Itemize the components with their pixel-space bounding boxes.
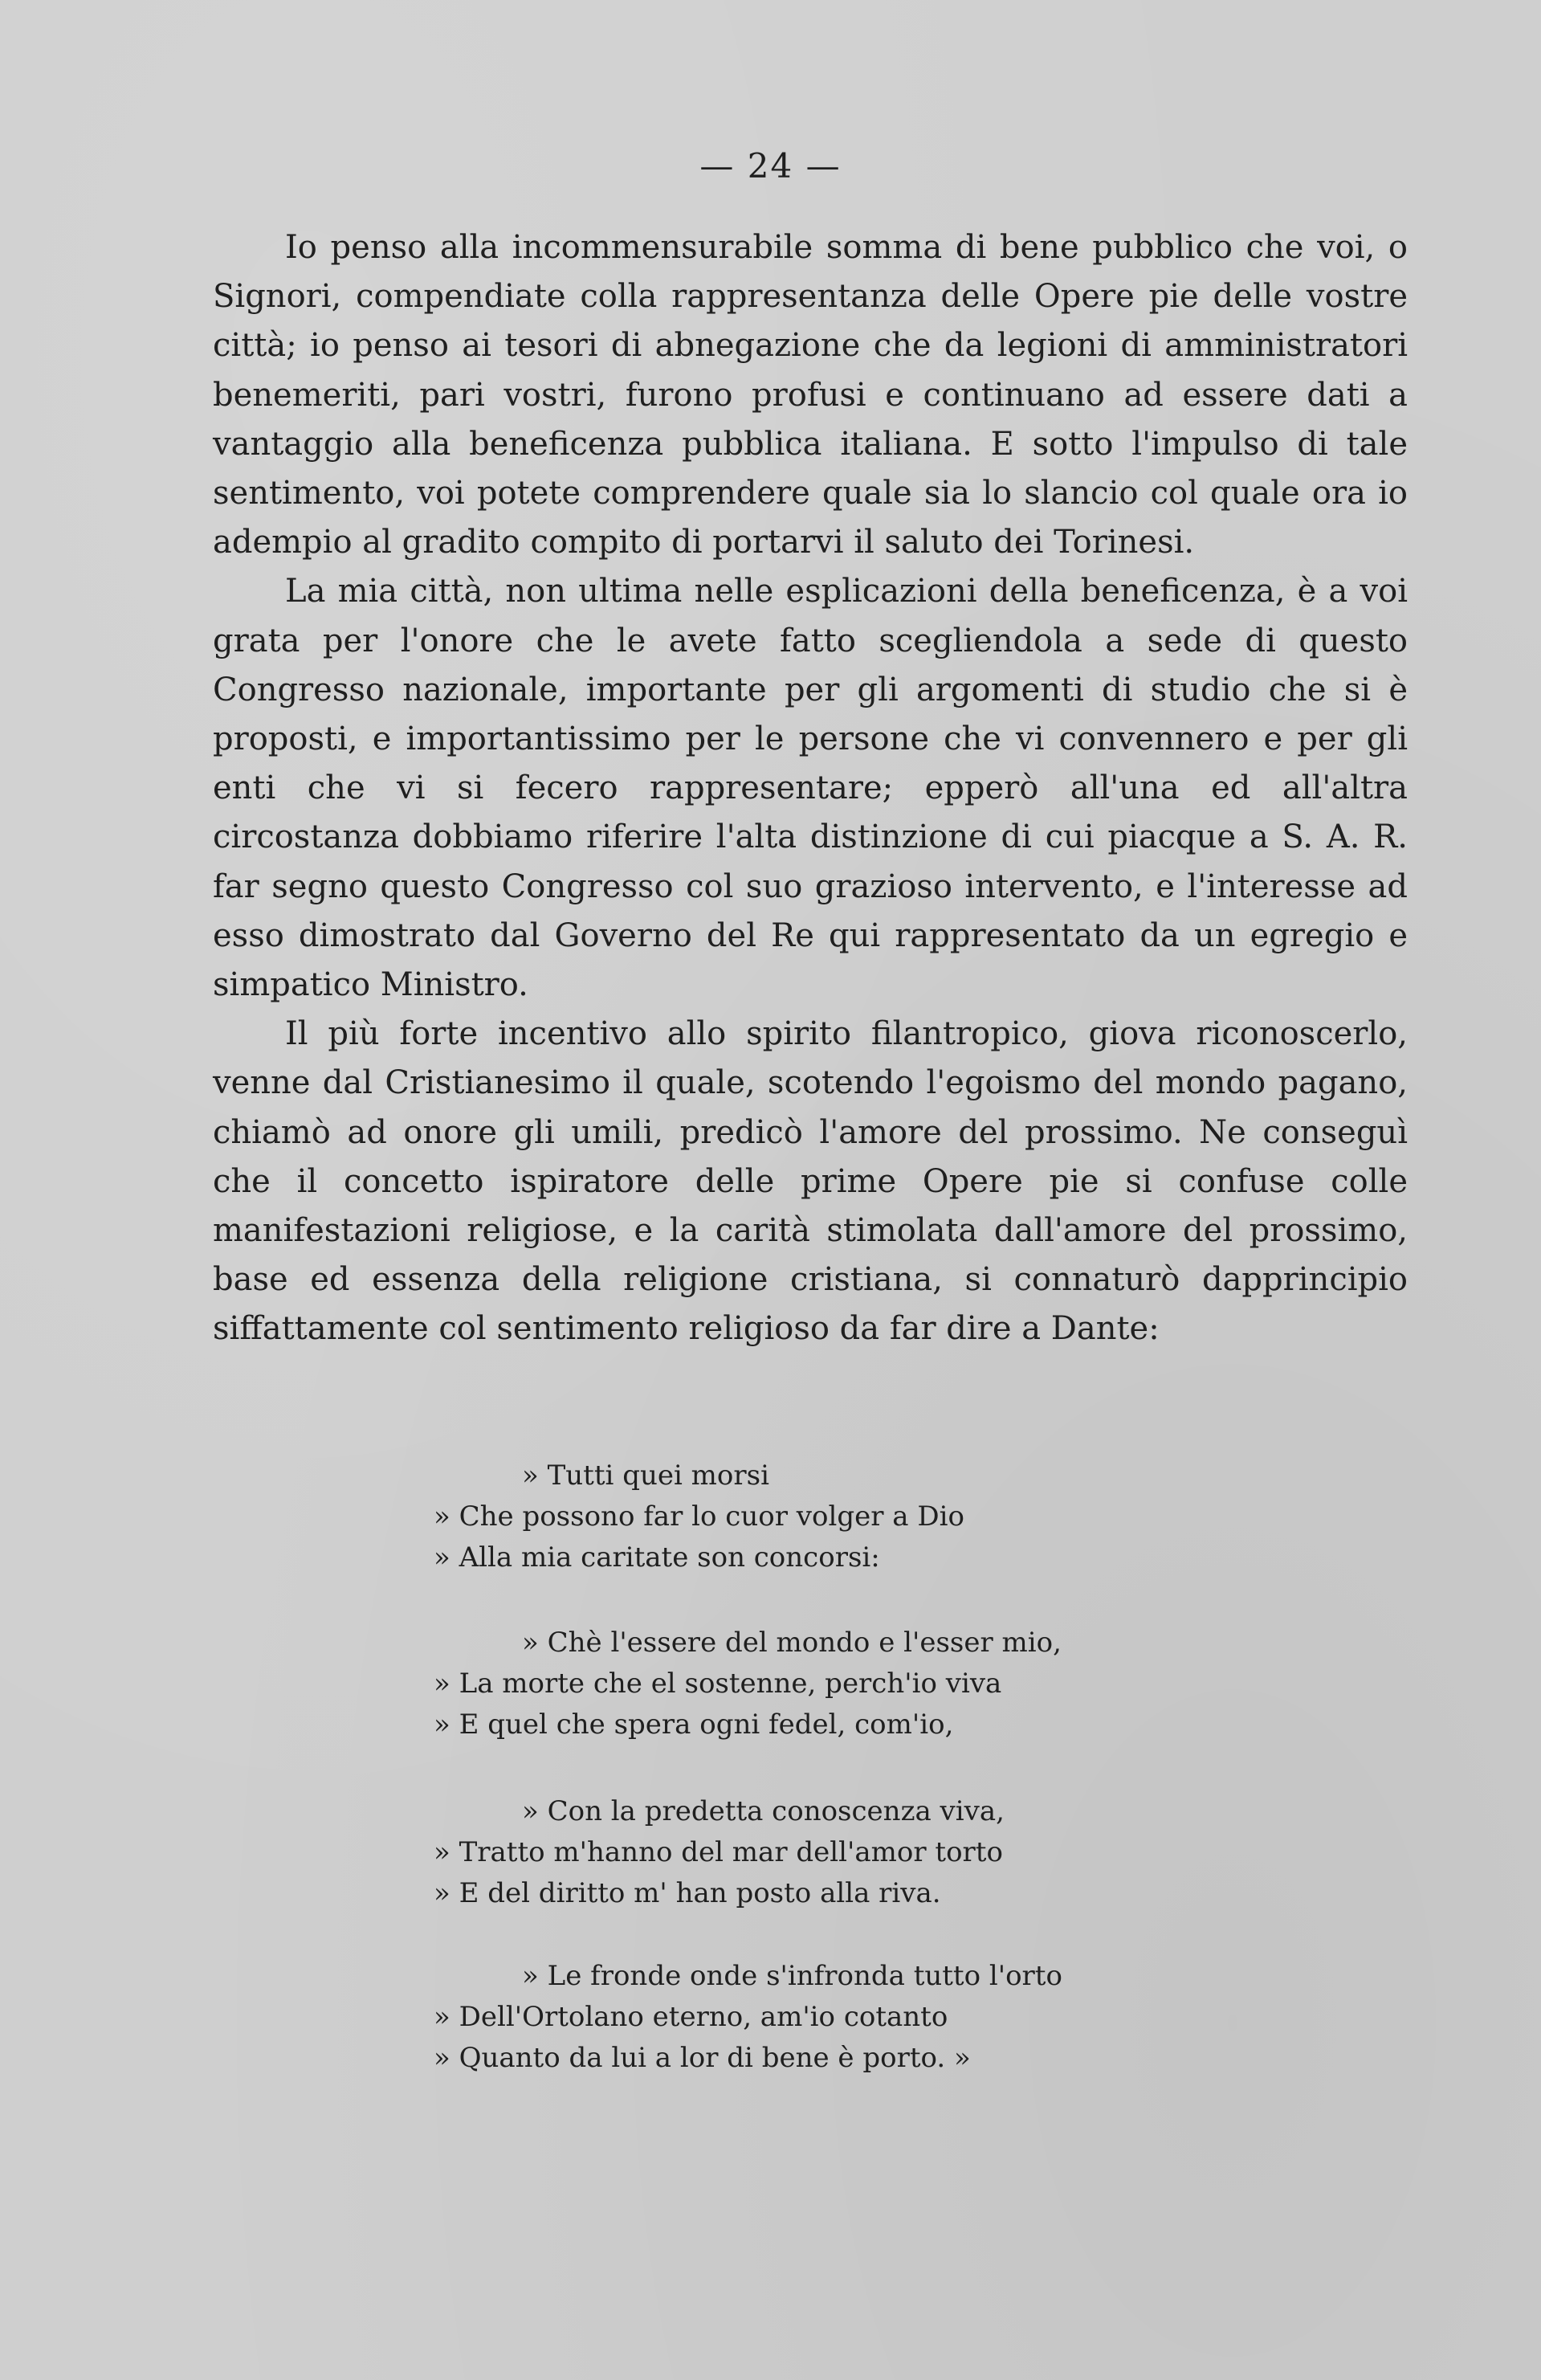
verse-line: » Tutti quei morsi xyxy=(522,1459,769,1492)
verse-stanza xyxy=(434,1623,1062,1745)
verse-line: » Alla mia caritate son concorsi: xyxy=(434,1541,880,1574)
paragraph: Il più forte incentivo allo spirito filantropico, giova riconoscerlo, venne dal Cristianesimo il quale, scotendo l'egoismo del mondo pagano, chiamò ad onore gli umili, predicò l'amore del prossimo. Ne conseguì che il concetto ispiratore delle prime Opere pie si confuse colle manifestazioni religiose, e la carità stimolata dall'amore del prossimo, base ed essenza della religione cristiana, si connaturò dapprincipio siffattamente col sentimento religioso da far dire a Dante: xyxy=(213,1015,1408,1348)
verse-line: » Dell'Ortolano eterno, am'io cotanto xyxy=(434,2001,948,2033)
verse-line: » Con la predetta conoscenza viva, xyxy=(522,1795,1005,1827)
verse-line: » E quel che spera ogni fedel, com'io, xyxy=(434,1708,954,1741)
verse-stanza xyxy=(434,1455,964,1578)
verse-line: » Le fronde onde s'infronda tutto l'orto xyxy=(522,1960,1062,1992)
verse-line: » Chè l'essere del mondo e l'esser mio, xyxy=(522,1627,1062,1659)
page-number: — 24 — xyxy=(699,146,842,186)
verse-line: » La morte che el sostenne, perch'io viva xyxy=(434,1668,1002,1700)
verse-line: » Che possono far lo cuor volger a Dio xyxy=(434,1500,964,1533)
verse-stanza xyxy=(434,1791,1005,1914)
paragraph: La mia città, non ultima nelle esplicazioni della beneficenza, è a voi grata per l'onore che le avete fatto scegliendola a sede di questo Congresso nazionale, importante per gli argomenti di studio che si è proposti, e importantissimo per le persone che vi convennero e per gli enti che vi si fecero rappresentare; epperò all'una ed all'altra circostanza dobbiamo riferire l'alta distinzione di cui piacque a S. A. R. far segno questo Congresso col suo grazioso intervento, e l'interesse ad esso dimostrato dal Governo del Re qui rappresentato da un egregio e simpatico Ministro. xyxy=(213,573,1408,1004)
verse-line: » Tratto m'hanno del mar dell'amor torto xyxy=(434,1836,1003,1868)
body-text xyxy=(213,223,1408,1354)
verse-line: » Quanto da lui a lor di bene è porto. » xyxy=(434,2042,971,2074)
verse-line: » E del diritto m' han posto alla riva. xyxy=(434,1877,941,1909)
verse-stanza xyxy=(434,1956,1062,2079)
paragraph: Io penso alla incommensurabile somma di bene pubblico che voi, o Signori, compendiate colla rappresentanza delle Opere pie delle vostre città; io penso ai tesori di abnegazione che da legioni di amministratori benemeriti, pari vostri, furono profusi e continuano ad essere dati a vantaggio alla beneficenza pubblica italiana. E sotto l'impulso di tale sentimento, voi potete comprendere quale sia lo slancio col quale ora io adempio al gradito compito di portarvi il saluto dei Torinesi. xyxy=(213,229,1408,561)
